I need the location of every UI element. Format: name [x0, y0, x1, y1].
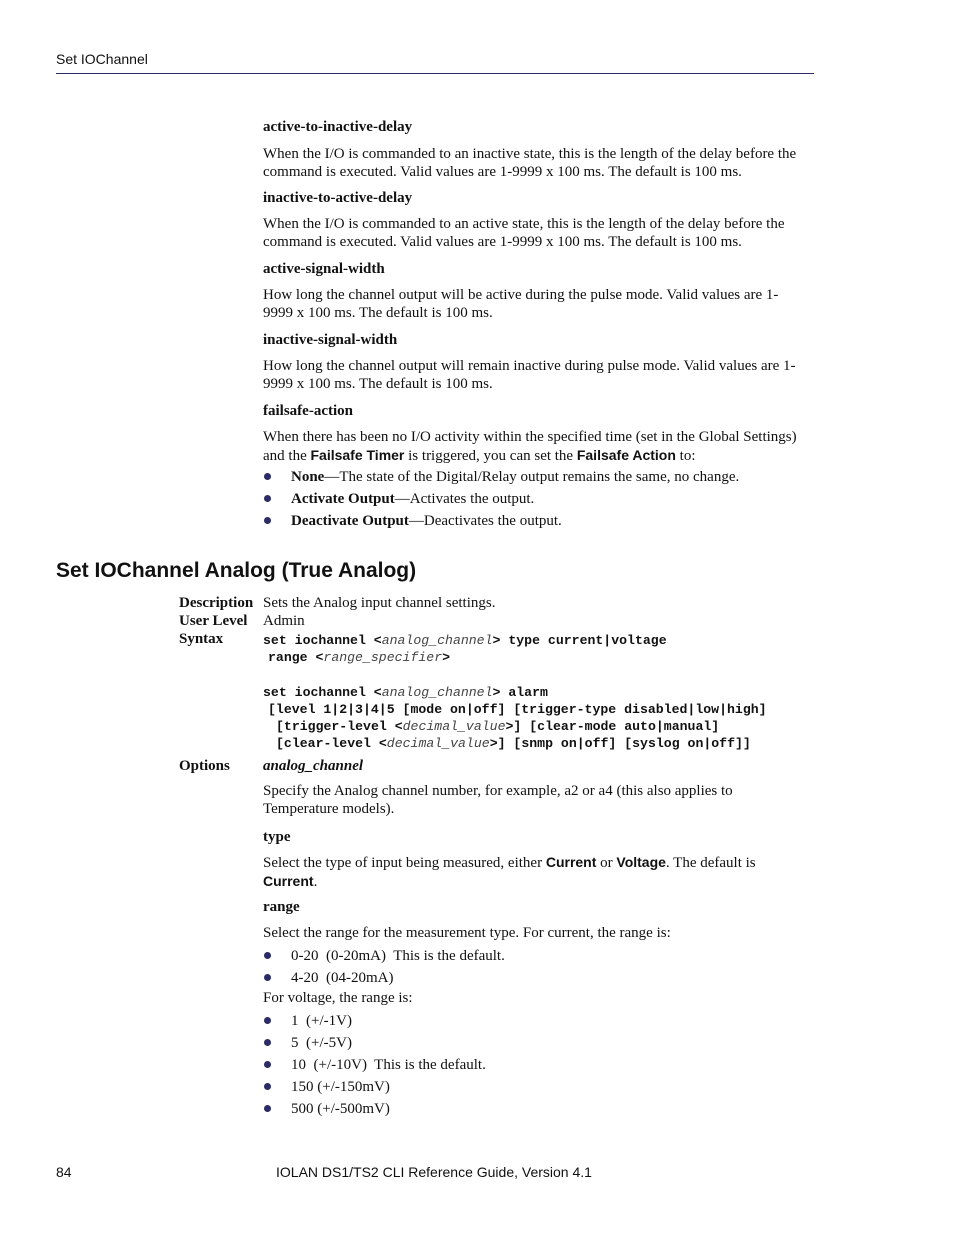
- bullet-icon: [264, 1017, 271, 1024]
- param-term-active-to-inactive-delay: active-to-inactive-delay: [263, 119, 413, 135]
- ui-term-current-default: Current: [263, 872, 314, 889]
- ui-term-failsafe-action: Failsafe Action: [576, 446, 676, 463]
- description-value: Sets the Analog input channel settings.: [263, 595, 496, 611]
- syntax-line-2: range <range_specifier>: [268, 650, 451, 665]
- ui-term-voltage: Voltage: [616, 854, 666, 870]
- option-term-analog-channel: analog_channel: [263, 758, 364, 774]
- option-desc-analog-channel: Specify the Analog channel number, for example, a2 or a4 (this also applies to Temperature models).: [263, 783, 733, 817]
- option-term-range: range: [263, 899, 300, 915]
- bullet-icon: [264, 1105, 271, 1112]
- bullet-icon: [264, 1039, 271, 1046]
- syntax-line-5: [trigger-level <decimal_value>] [clear-mode auto|manual]: [276, 719, 720, 734]
- param-desc-inactive-signal-width: How long the channel output will remain inactive during pulse mode. Valid values are 1-9999 x 100 ms. The default is 100 ms.: [263, 358, 796, 392]
- option-desc-type: Select the type of input being measured, either Current or Voltage. The default is Current.: [263, 854, 756, 890]
- syntax-line-4: [level 1|2|3|4|5 [mode on|off] [trigger-type disabled|low|high]: [268, 702, 767, 717]
- param-term-active-signal-width: active-signal-width: [263, 261, 385, 277]
- syntax-line-1: set iochannel <analog_channel> type current|voltage: [263, 633, 667, 648]
- syntax-line-3: set iochannel <analog_channel> alarm: [263, 685, 548, 700]
- bullet-icon: [264, 952, 271, 959]
- syntax-label: Syntax: [179, 631, 224, 647]
- page-number: 84: [56, 1164, 72, 1180]
- option-term-type: type: [263, 829, 291, 845]
- description-label: Description: [179, 595, 254, 611]
- param-term-inactive-to-active-delay: inactive-to-active-delay: [263, 190, 413, 206]
- section-heading: Set IOChannel Analog (True Analog): [56, 559, 417, 582]
- bullet-icon: [264, 1083, 271, 1090]
- header-rule: [56, 73, 814, 74]
- ui-term-failsafe-timer: Failsafe Timer: [310, 446, 405, 463]
- voltage-intro: For voltage, the range is:: [263, 990, 413, 1006]
- running-header: Set IOChannel: [56, 51, 148, 67]
- user-level-value: Admin: [263, 613, 305, 629]
- param-desc-active-to-inactive-delay: When the I/O is commanded to an inactive state, this is the length of the delay before the command is executed. Valid values are 1-9999 x 100 ms. The default is 100 ms.: [263, 146, 797, 180]
- syntax-line-6: [clear-level <decimal_value>] [snmp on|off] [syslog on|off]]: [276, 736, 751, 751]
- options-label: Options: [179, 758, 230, 774]
- param-desc-failsafe-action: When there has been no I/O activity within the specified time (set in the Global Settings) and the Failsafe Timer is triggered, you can set the Failsafe Action to:: [263, 429, 797, 464]
- ui-term-current: Current: [545, 854, 597, 870]
- bullet-icon: [264, 517, 271, 524]
- bullet-icon: [264, 1061, 271, 1068]
- param-desc-active-signal-width: How long the channel output will be active during the pulse mode. Valid values are 1-9999 x 100 ms. The default is 100 ms.: [263, 287, 779, 321]
- bullet-icon: [264, 974, 271, 981]
- footer-title: IOLAN DS1/TS2 CLI Reference Guide, Version 4.1: [276, 1164, 592, 1180]
- range-intro: Select the range for the measurement type. For current, the range is:: [263, 925, 671, 941]
- user-level-label: User Level: [179, 613, 248, 629]
- param-term-inactive-signal-width: inactive-signal-width: [263, 332, 398, 348]
- bullet-icon: [264, 495, 271, 502]
- param-desc-inactive-to-active-delay: When the I/O is commanded to an active state, this is the length of the delay before the command is executed. Valid values are 1-9999 x 100 ms. The default is 100 ms.: [263, 216, 785, 250]
- param-term-failsafe-action: failsafe-action: [263, 403, 353, 419]
- bullet-icon: [264, 473, 271, 480]
